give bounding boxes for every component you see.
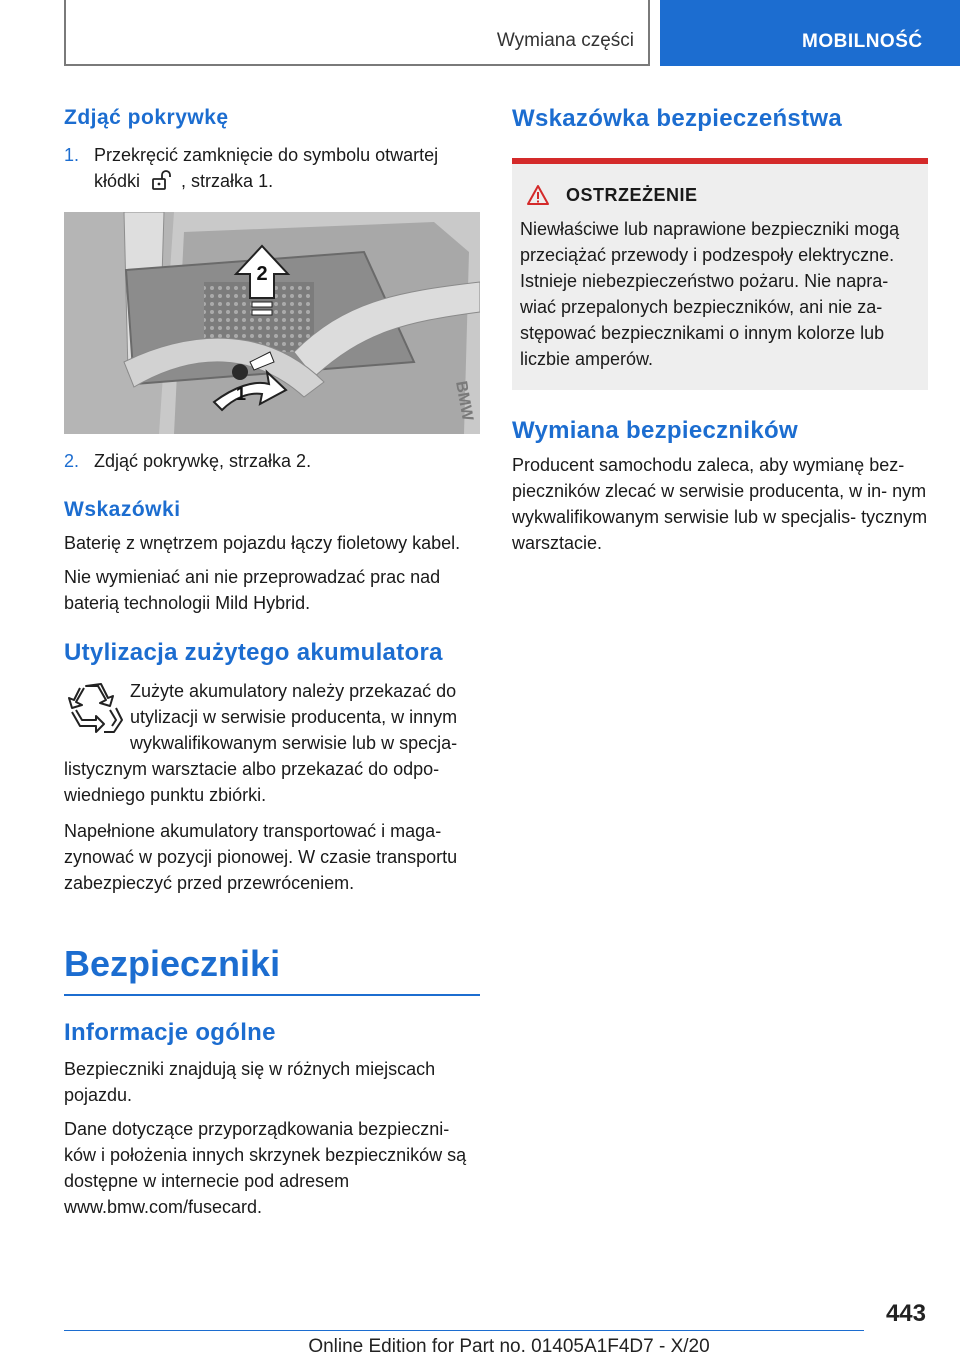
header-chapter-tab[interactable]: MOBILNOŚĆ: [660, 0, 960, 66]
step-1: [64, 142, 480, 194]
step-2-number: 2.: [64, 451, 80, 471]
safety-heading: Wskazówka bezpieczeństwa: [512, 105, 842, 132]
header-section-title: Wymiana części: [496, 30, 634, 51]
step-2-text: Zdjąć pokrywkę, strzałka 2.: [94, 451, 312, 471]
remove-cover-heading: Zdjąć pokrywkę: [64, 106, 229, 129]
footer-divider: [64, 1330, 864, 1331]
general-info-heading: Informacje ogólne: [64, 1019, 276, 1046]
replace-fuses-heading: Wymiana bezpieczników: [512, 417, 798, 444]
general-paragraph-2: Dane dotyczące przyporządkowania bezpieczni- ków i położenia innych skrzynek bezpieczników są dostępne w internecie pod adresem www.bmw.com/fusecard.: [64, 1119, 467, 1217]
disposal-paragraph-2: Napełnione akumulatory transportować i maga- zynować w pozycji pionowej. W czasie transportu zabezpieczyć przed przewróceniem.: [64, 821, 458, 893]
step-1-text: Przekręcić zamknięcie do symbolu otwartej kłódki , strzałka 1.: [94, 145, 439, 191]
hints-heading: Wskazówki: [64, 498, 181, 521]
step-2: [64, 448, 480, 474]
header-section-box: [64, 0, 650, 66]
open-padlock-icon: [151, 170, 175, 190]
disposal-block: [64, 678, 480, 808]
battery-cover-illustration: [64, 212, 480, 434]
hints-paragraph-1: Baterię z wnętrzem pojazdu łączy fioletowy kabel.: [64, 533, 461, 553]
recycle-icon: [64, 678, 130, 738]
disposal-paragraph-1: Zużyte akumulatory należy przekazać do utylizacji w serwisie producenta, w innym wykwalifikowanym serwisie lub w specja- listycznym warsztacie albo przekazać do odpo- wiedniego punktu zbiórki.: [64, 678, 480, 808]
arrow-2-label: 2: [256, 263, 268, 285]
disposal-heading: Utylizacja zużytego akumulatora: [64, 639, 443, 666]
warning-triangle-icon: [526, 184, 550, 206]
warning-header: [520, 184, 920, 206]
warning-label: OSTRZEŻENIE: [566, 184, 698, 205]
right-column: [512, 96, 928, 556]
engine-brand-text: BMW: [452, 379, 476, 423]
warning-text: Niewłaściwe lub naprawione bezpieczniki mogą przeciążać przewody i podzespoły elektryczne. Istnieje niebezpieczeństwo pożaru. Nie napra- wiać przepalonych bezpieczników, ani nie za- stępować bezpiecznikami o innym kolorze lub liczbie amperów.: [520, 219, 900, 369]
battery-cover-photo: [64, 212, 480, 434]
page-number: 443: [885, 1300, 926, 1327]
footer-edition-text: Online Edition for Part no. 01405A1F4D7 - X/20: [308, 1336, 710, 1357]
warning-box: [512, 158, 928, 390]
hints-paragraph-2: Nie wymieniać ani nie przeprowadzać prac nad baterią technologii Mild Hybrid.: [64, 567, 441, 613]
arrow-1-label: 1: [236, 384, 247, 404]
general-paragraph-1: Bezpieczniki znajdują się w różnych miejscach pojazdu.: [64, 1059, 436, 1105]
step-1-number: 1.: [64, 145, 80, 165]
replace-paragraph-1: Producent samochodu zaleca, aby wymianę bez- pieczników zlecać w serwisie producenta, w in- nym wykwalifikowanym serwisie lub w specjalis- tycznym warsztacie.: [512, 455, 928, 553]
left-column: [64, 96, 480, 1220]
fuses-chapter-title: Bezpieczniki: [64, 942, 480, 996]
